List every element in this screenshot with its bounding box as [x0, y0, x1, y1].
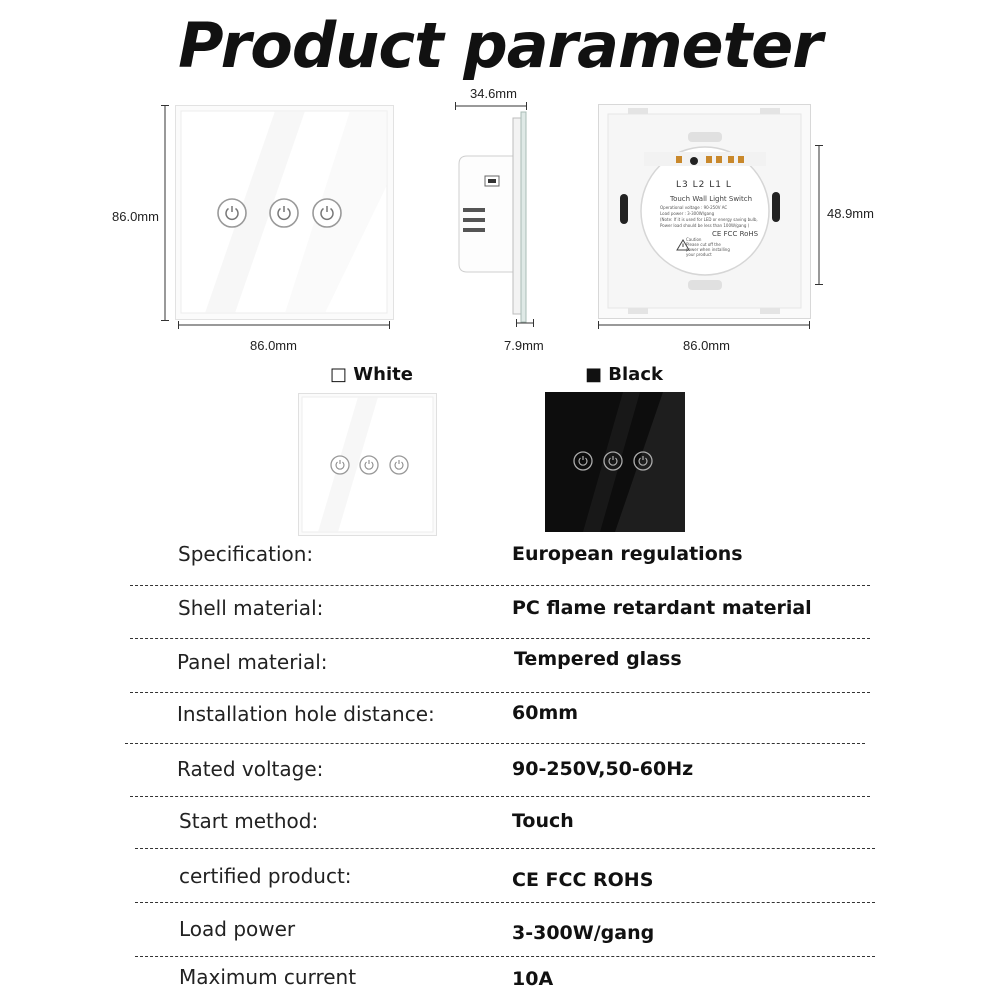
- back-product-name: Touch Wall Light Switch: [670, 195, 753, 203]
- spec-value: 10A: [512, 968, 554, 990]
- row-divider: [135, 956, 875, 957]
- white-variant-label: [330, 364, 413, 385]
- back-line-1: Operational voltage : 90-250V AC: [660, 205, 728, 210]
- row-divider: [130, 638, 870, 639]
- spec-value: PC flame retardant material: [512, 597, 812, 619]
- back-line-2: Load power : 3-300W/gang: [660, 211, 715, 216]
- power-icon: [360, 456, 378, 474]
- page-title: Product parameter: [178, 9, 822, 82]
- black-panel-preview: [545, 392, 685, 532]
- terminal-l: L: [725, 180, 732, 190]
- spec-value: European regulations: [512, 543, 743, 565]
- back-height-dimension-line: [814, 145, 824, 285]
- black-variant-label: [585, 364, 663, 385]
- power-icon: [331, 456, 349, 474]
- back-warn-1: Caution: [686, 237, 702, 242]
- row-divider: [125, 743, 865, 744]
- spec-label: Rated voltage:: [177, 757, 324, 781]
- row-divider: [135, 902, 875, 903]
- power-icon: [390, 456, 408, 474]
- terminal-l1: L1: [709, 180, 722, 190]
- black-marker: ■: [585, 364, 603, 385]
- row-divider: [130, 796, 870, 797]
- spec-label: Installation hole distance:: [177, 702, 435, 726]
- side-thickness-label: 7.9mm: [504, 338, 544, 353]
- spec-label: Maximum current: [179, 965, 357, 989]
- spec-value: 90-250V,50-60Hz: [512, 758, 694, 780]
- spec-label: Shell material:: [178, 596, 324, 620]
- spec-label: Specification:: [178, 542, 314, 566]
- white-label-text: White: [353, 364, 413, 385]
- terminal-l3: L3: [676, 180, 689, 190]
- front-height-label: 86.0mm: [112, 209, 159, 224]
- spec-label: Panel material:: [177, 650, 328, 674]
- row-divider: [130, 692, 870, 693]
- back-view: [0, 0, 1000, 360]
- back-warn-4: your product: [686, 252, 712, 257]
- spec-table: [0, 530, 1000, 1000]
- spec-value: 60mm: [512, 702, 579, 724]
- spec-value: CE FCC ROHS: [512, 869, 654, 891]
- spec-label: Load power: [179, 917, 296, 941]
- spec-value: Touch: [512, 810, 574, 832]
- back-width-label: 86.0mm: [683, 338, 730, 353]
- row-divider: [135, 848, 875, 849]
- side-depth-label: 34.6mm: [470, 86, 517, 101]
- back-terminal-labels: [676, 180, 732, 190]
- back-line-4: Power load should be less than 100W/gang ): [660, 223, 750, 228]
- spec-value: Tempered glass: [514, 648, 682, 670]
- black-label-text: Black: [608, 364, 663, 385]
- back-width-dimension-line: [598, 320, 810, 330]
- back-warning-text: [686, 237, 730, 257]
- back-height-label: 48.9mm: [827, 206, 874, 221]
- spec-label: Start method:: [179, 809, 319, 833]
- terminal-l2: L2: [692, 180, 706, 190]
- back-warn-3: power when installing: [686, 247, 730, 252]
- back-warn-2: Please cut off the: [686, 242, 721, 247]
- spec-label: certified product:: [179, 864, 352, 888]
- white-marker: □: [330, 364, 348, 385]
- front-width-label: 86.0mm: [250, 338, 297, 353]
- spec-value: 3-300W/gang: [512, 922, 655, 944]
- back-certs: CE FCC RoHS: [712, 230, 759, 238]
- white-panel-preview: [298, 393, 438, 537]
- row-divider: [130, 585, 870, 586]
- back-line-3: (Note: If it is used for LED or energy saving bulb,: [660, 217, 758, 222]
